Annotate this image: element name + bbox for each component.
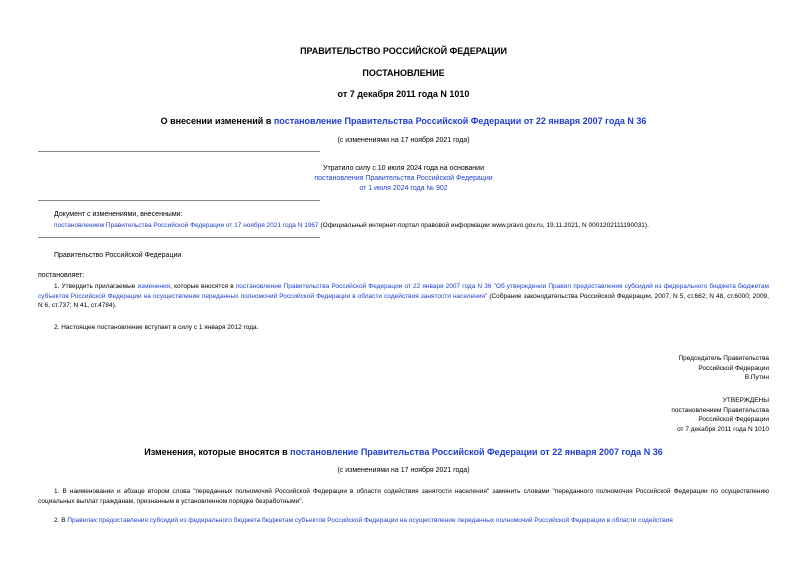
signature-line-2: Российской Федерации xyxy=(698,364,769,372)
changes-title-prefix: Изменения, которые вносятся в xyxy=(144,447,291,457)
title-link[interactable]: постановление Правительства Российской Федерации от 22 января 2007 года N 36 xyxy=(273,116,647,126)
changes-link[interactable]: изменения xyxy=(137,283,171,290)
approved-block xyxy=(671,396,769,434)
document-date-number: от 7 декабря 2011 года N 1010 xyxy=(337,89,470,99)
status-link-1-wrap xyxy=(0,174,807,184)
changes-note: (с изменениями на 17 ноября 2021 года) xyxy=(337,467,470,474)
rules-link[interactable]: Правилах предоставления субсидий из федерального бюджета бюджетам субъектов Российской Федерации на осуществление переданных полномочий Российской Федерации в области содействия xyxy=(67,517,673,524)
body-government: Правительство Российской Федерации xyxy=(54,252,182,259)
status-link-2-wrap xyxy=(0,184,807,194)
separator-line xyxy=(38,200,320,201)
repeal-decree-link[interactable]: постановления Правительства Российской Федерации xyxy=(314,175,493,182)
approved-line-3: Российской Федерации xyxy=(698,416,769,423)
p1-mid: , которые вносятся в xyxy=(170,283,236,290)
amended-note: (с изменениями на 17 ноября 2021 года) xyxy=(337,137,470,144)
paragraph-1 xyxy=(38,282,769,311)
change-item-2 xyxy=(38,516,769,526)
signature-line-1: Председатель Правительства xyxy=(678,355,769,362)
decree-36-link[interactable]: постановление Правительства Российской Федерации от 22 января 2007 года N 36 "Об утверждении Правил предоставления субсидий из федерального бюджета бюджетам субъектов Российской Федерации на осуществление переданных полномочий Российской Федерации в области содействия занятости населения" xyxy=(38,283,769,300)
document-title xyxy=(0,115,807,127)
approved-line-4: от 7 декабря 2011 года N 1010 xyxy=(677,425,769,433)
signature-block xyxy=(678,354,769,383)
separator-line xyxy=(38,151,320,152)
body-decides: постановляет: xyxy=(38,272,85,279)
government-heading: ПРАВИТЕЛЬСТВО РОССИЙСКОЙ ФЕДЕРАЦИИ xyxy=(300,46,507,56)
p1-start: 1. Утвердить прилагаемые xyxy=(54,283,138,290)
title-prefix: О внесении изменений в xyxy=(160,116,274,126)
signature-name: В.Путин xyxy=(744,374,769,381)
item2-start: 2. В xyxy=(54,517,68,524)
repeal-decree-date-link[interactable]: от 1 июля 2024 года № 902 xyxy=(359,185,448,192)
status-line: Утратило силу с 10 июля 2024 года на основании xyxy=(323,165,484,172)
changes-title xyxy=(0,446,807,458)
approved-line-1: УТВЕРЖДЕНЫ xyxy=(722,397,769,404)
changes-title-link[interactable]: постановление Правительства Российской Федерации от 22 января 2007 года N 36 xyxy=(290,447,663,457)
changes-source xyxy=(54,221,774,231)
changes-decree-link[interactable]: постановлением Правительства Российской Федерации от 17 ноября 2021 года N 1967 xyxy=(54,222,319,229)
approved-line-2: постановлением Правительства xyxy=(671,406,769,414)
changes-source-rest: (Официальный интернет-портал правовой информации www.pravo.gov.ru, 19.11.2021, N 0001202111190031). xyxy=(318,222,649,229)
separator-line xyxy=(38,237,320,238)
change-item-1: 1. В наименовании и абзаце втором слова "переданных полномочий Российской Федерации в области содействия занятости населения" заменить словами "переданного полномочия Российской Федерации по осуществлению социальных выплат гражданам, признанным в установленном порядке безработными". xyxy=(38,488,769,505)
paragraph-2: 2. Настоящее постановление вступает в силу с 1 января 2012 года. xyxy=(54,324,259,331)
document-type: ПОСТАНОВЛЕНИЕ xyxy=(362,68,445,78)
p1-end: (Собрание законодательства Российской Федерации, 2007, N 5, ст.662; N 48, ст.6000; 2009, N 6, ст.737; N 41, ст.4784). xyxy=(38,292,769,309)
changes-label: Документ с изменениями, внесенными: xyxy=(54,211,183,218)
